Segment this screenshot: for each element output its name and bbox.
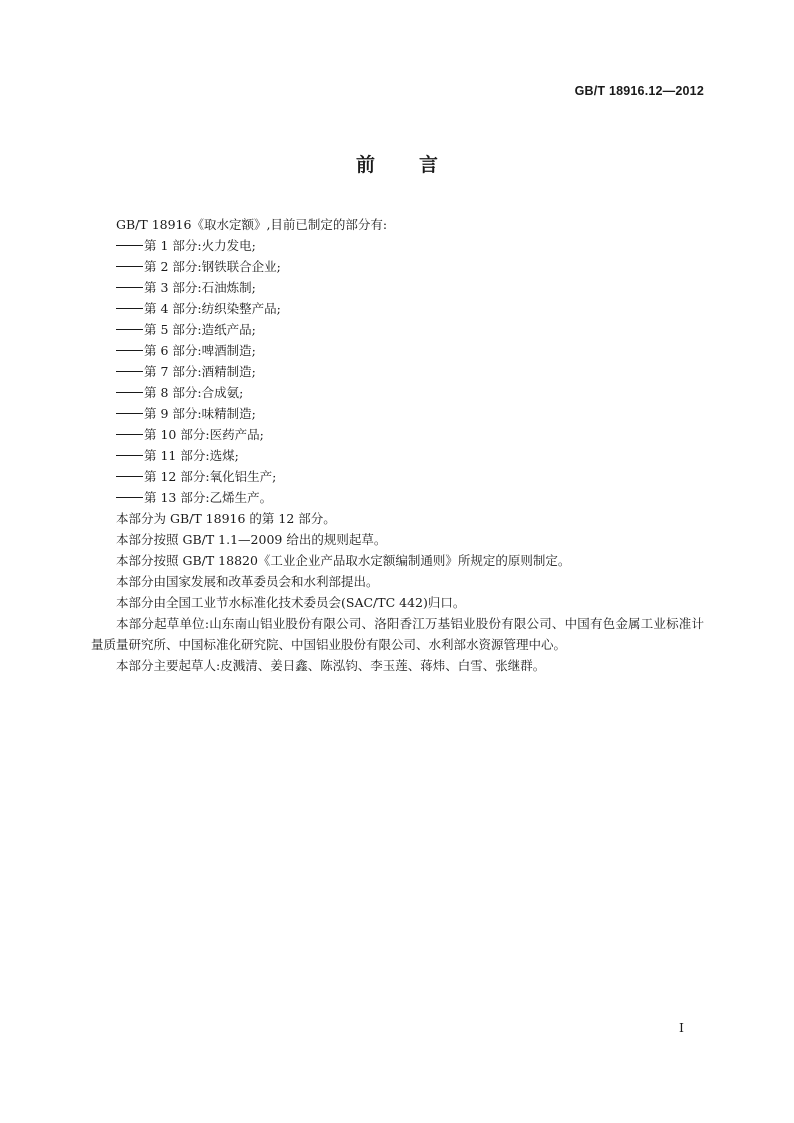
part-number-statement: 本部分为 GB/T 18916 的第 12 部分。 [116, 511, 336, 526]
drafting-units-statement: 本部分起草单位:山东南山铝业股份有限公司、洛阳香江万基铝业股份有限公司、中国有色金属工业标准计量质量研究所、中国标准化研究院、中国铝业股份有限公司、水利部水资源管理中心。 [91, 616, 704, 652]
em-dash-mark [116, 371, 143, 372]
list-item: 第 3 部分:石油炼制; [91, 277, 704, 298]
list-item: 第 11 部分:选煤; [91, 445, 704, 466]
em-dash-mark [116, 476, 143, 477]
standard-code: GB/T 18916.12—2012 [574, 84, 704, 98]
em-dash-mark [116, 392, 143, 393]
list-item: 第 4 部分:纺织染整产品; [91, 298, 704, 319]
em-dash-mark [116, 413, 143, 414]
em-dash-mark [116, 497, 143, 498]
em-dash-mark [116, 245, 143, 246]
drafters-statement: 本部分主要起草人:皮溅清、姜日鑫、陈泓钧、李玉莲、蒋炜、白雪、张继群。 [116, 658, 546, 673]
em-dash-mark [116, 329, 143, 330]
list-item: 第 12 部分:氧化铝生产; [91, 466, 704, 487]
em-dash-mark [116, 434, 143, 435]
page-number: I [679, 1020, 684, 1035]
em-dash-mark [116, 308, 143, 309]
list-item: 第 9 部分:味精制造; [91, 403, 704, 424]
list-item: 第 2 部分:钢铁联合企业; [91, 256, 704, 277]
list-item: 第 1 部分:火力发电; [91, 235, 704, 256]
list-item: 第 5 部分:造纸产品; [91, 319, 704, 340]
principle-statement: 本部分按照 GB/T 18820《工业企业产品取水定额编制通则》所规定的原则制定。 [116, 553, 571, 568]
list-item: 第 10 部分:医药产品; [91, 424, 704, 445]
list-item: 第 6 部分:啤酒制造; [91, 340, 704, 361]
drafting-rules-statement: 本部分按照 GB/T 1.1—2009 给出的规则起草。 [116, 532, 387, 547]
em-dash-mark [116, 455, 143, 456]
list-item: 第 8 部分:合成氨; [91, 382, 704, 403]
parts-list [91, 235, 704, 508]
intro-paragraph: GB/T 18916《取水定额》,目前已制定的部分有: [116, 217, 388, 232]
list-item: 第 7 部分:酒精制造; [91, 361, 704, 382]
em-dash-mark [116, 350, 143, 351]
em-dash-mark [116, 287, 143, 288]
proposer-statement: 本部分由国家发展和改革委员会和水利部提出。 [116, 574, 379, 589]
committee-statement: 本部分由全国工业节水标准化技术委员会(SAC/TC 442)归口。 [116, 595, 466, 610]
list-item: 第 13 部分:乙烯生产。 [91, 487, 704, 508]
page-title: 前言 [355, 154, 482, 176]
foreword-body [91, 214, 704, 676]
em-dash-mark [116, 266, 143, 267]
